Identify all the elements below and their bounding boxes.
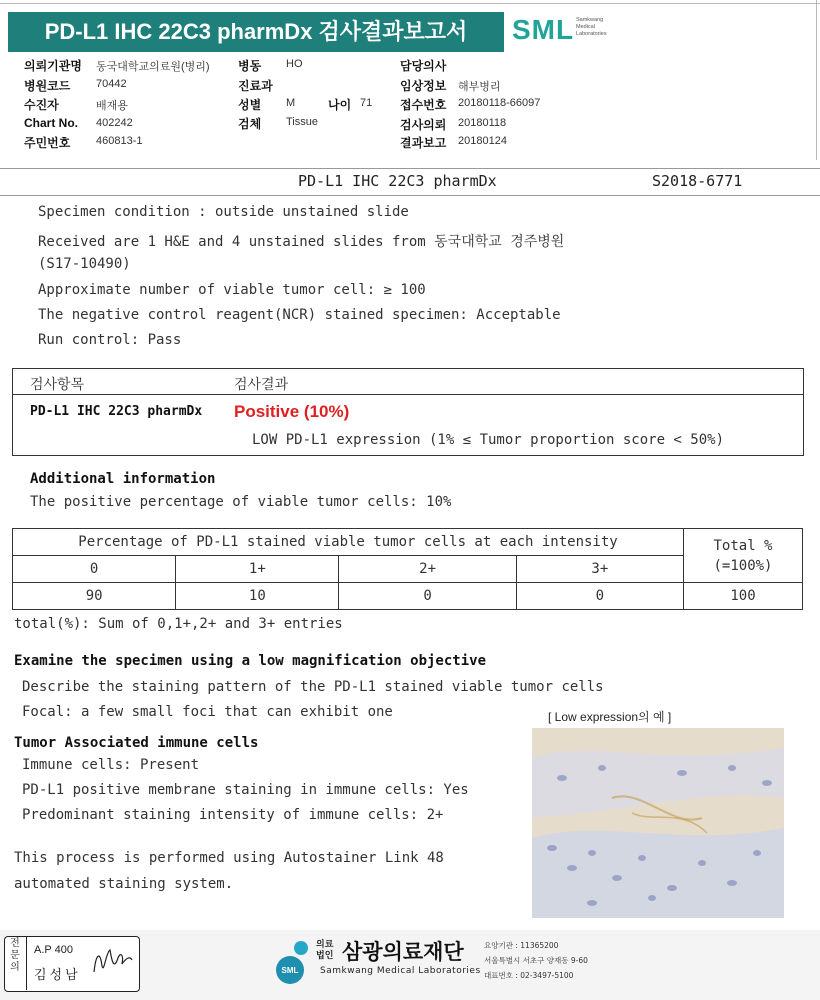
sml-logo: SML: [512, 14, 575, 45]
ap-label: A.P 400: [34, 944, 73, 956]
intensity-level: 3+: [516, 556, 683, 583]
immune-line: Immune cells: Present: [22, 757, 200, 773]
foundation-logo-icon: [268, 936, 312, 986]
report-date-value: 20180124: [458, 135, 507, 147]
report-number: S2018-6771: [652, 172, 743, 190]
intensity-value: 90: [13, 583, 176, 610]
result-item: PD-L1 IHC 22C3 pharmDx: [30, 404, 203, 419]
intensity-note: total(%): Sum of 0,1+,2+ and 3+ entries: [14, 616, 343, 632]
specimen-line: The negative control reagent(NCR) stained specimen: Acceptable: [38, 307, 561, 323]
additional-heading: Additional information: [30, 471, 216, 487]
foundation-prefix-line: 법인: [316, 951, 334, 961]
ihc-example-image: [532, 728, 784, 918]
immune-heading: Tumor Associated immune cells: [14, 735, 259, 751]
examine-line: Describe the staining pattern of the PD-L1 stained viable tumor cells: [22, 679, 604, 695]
id-value: 460813-1: [96, 135, 143, 147]
result-col-result: 검사결과: [234, 377, 289, 393]
foundation-prefix-line: 의료: [316, 940, 334, 950]
additional-text: The positive percentage of viable tumor cells: 10%: [30, 494, 452, 510]
ward-label: 병동: [238, 59, 262, 73]
immune-line: Predominant staining intensity of immune cells: 2+: [22, 807, 444, 823]
intensity-value: 10: [176, 583, 339, 610]
foundation-info-line: 서울특별시 서초구 양재동 9-60: [484, 956, 588, 965]
foundation-info-line: 요양기관 : 11365200: [484, 941, 559, 950]
sml-logo-line: Samkwang: [576, 17, 604, 23]
sex-label: 성별: [238, 98, 262, 112]
age-value: 71: [360, 97, 373, 109]
recipient-value: 배재용: [96, 100, 128, 112]
specimen-value: Tissue: [286, 116, 318, 128]
process-line: This process is performed using Autostainer Link 48: [14, 850, 444, 866]
result-header-rule: [12, 394, 804, 395]
foundation-name: 삼광의료재단: [342, 940, 464, 964]
sex-value: M: [286, 97, 296, 109]
foundation-info-line: 대표번호 : 02-3497-5100: [484, 971, 574, 980]
total-label: (=100%): [713, 557, 773, 574]
intensity-level: 1+: [176, 556, 339, 583]
id-label: 주민번호: [24, 136, 71, 150]
report-date-label: 결과보고: [400, 136, 447, 150]
signature-image: [90, 944, 134, 978]
intensity-value: 0: [339, 583, 516, 610]
test-name: PD-L1 IHC 22C3 pharmDx: [298, 172, 497, 190]
specimen-line: (S17-10490): [38, 256, 131, 272]
total-label: Total %: [713, 537, 773, 554]
image-caption: [ Low expression의 예 ]: [548, 710, 672, 724]
process-line: automated staining system.: [14, 876, 234, 892]
specimen-line: Received are 1 H&E and 4 unstained slides from 동국대학교 경주병원: [38, 234, 565, 250]
clinical-value: 해부병리: [458, 81, 501, 93]
institution-label: 의뢰기관명: [24, 59, 82, 73]
sml-logo-line: Medical: [576, 24, 595, 30]
svg-text:SML: SML: [281, 966, 299, 975]
intensity-total: 100: [684, 583, 803, 610]
specialist-label: 전문의: [10, 938, 20, 973]
sml-logo-line: Laboratories: [576, 31, 607, 37]
foundation-prefix: [316, 940, 333, 962]
result-interpretation: LOW PD-L1 expression (1% ≤ Tumor proportion score < 50%): [252, 432, 725, 448]
clinical-label: 임상정보: [400, 79, 447, 93]
intensity-level: 0: [13, 556, 176, 583]
ward-value: HO: [286, 58, 303, 70]
hospital-code-label: 병원코드: [24, 79, 71, 93]
specimen-label: 검체: [238, 117, 262, 131]
examine-line: Focal: a few small foci that can exhibit one: [22, 704, 393, 720]
intensity-caption: Percentage of PD-L1 stained viable tumor cells at each intensity: [13, 529, 684, 556]
chart-value: 402242: [96, 117, 133, 129]
sml-logo-subtext: [576, 17, 607, 38]
age-label: 나이: [328, 98, 352, 112]
foundation-english-name: Samkwang Medical Laboratories: [320, 966, 481, 976]
accession-label: 접수번호: [400, 98, 447, 112]
request-label: 검사의뢰: [400, 118, 447, 132]
report-title: PD-L1 IHC 22C3 pharmDx 검사결과보고서: [8, 12, 504, 52]
header-top-rule: [0, 3, 820, 4]
recipient-label: 수진자: [24, 98, 59, 112]
result-col-item: 검사항목: [30, 377, 85, 393]
specimen-line: Specimen condition : outside unstained slide: [38, 204, 409, 220]
intensity-level: 2+: [339, 556, 516, 583]
request-value: 20180118: [458, 117, 507, 129]
total-header: [684, 529, 803, 583]
chart-label: Chart No.: [24, 116, 78, 130]
hospital-code-value: 70442: [96, 78, 127, 90]
dept-label: 진료과: [238, 79, 273, 93]
result-value: Positive (10%): [234, 402, 350, 421]
doctor-label: 담당의사: [400, 59, 447, 73]
accession-value: 20180118-66097: [458, 97, 541, 109]
intensity-value: 0: [516, 583, 683, 610]
pathologist-name: 김성남: [34, 968, 81, 983]
foundation-info: [484, 938, 588, 983]
intensity-table: [12, 528, 803, 610]
header-right-rule: [816, 0, 817, 160]
examine-heading: Examine the specimen using a low magnification objective: [14, 653, 487, 669]
specimen-line: Approximate number of viable tumor cell: ≥ 100: [38, 282, 426, 298]
immune-line: PD-L1 positive membrane staining in immune cells: Yes: [22, 782, 469, 798]
specimen-line: Run control: Pass: [38, 332, 182, 348]
institution-value: 동국대학교의료원(병리): [96, 61, 210, 73]
